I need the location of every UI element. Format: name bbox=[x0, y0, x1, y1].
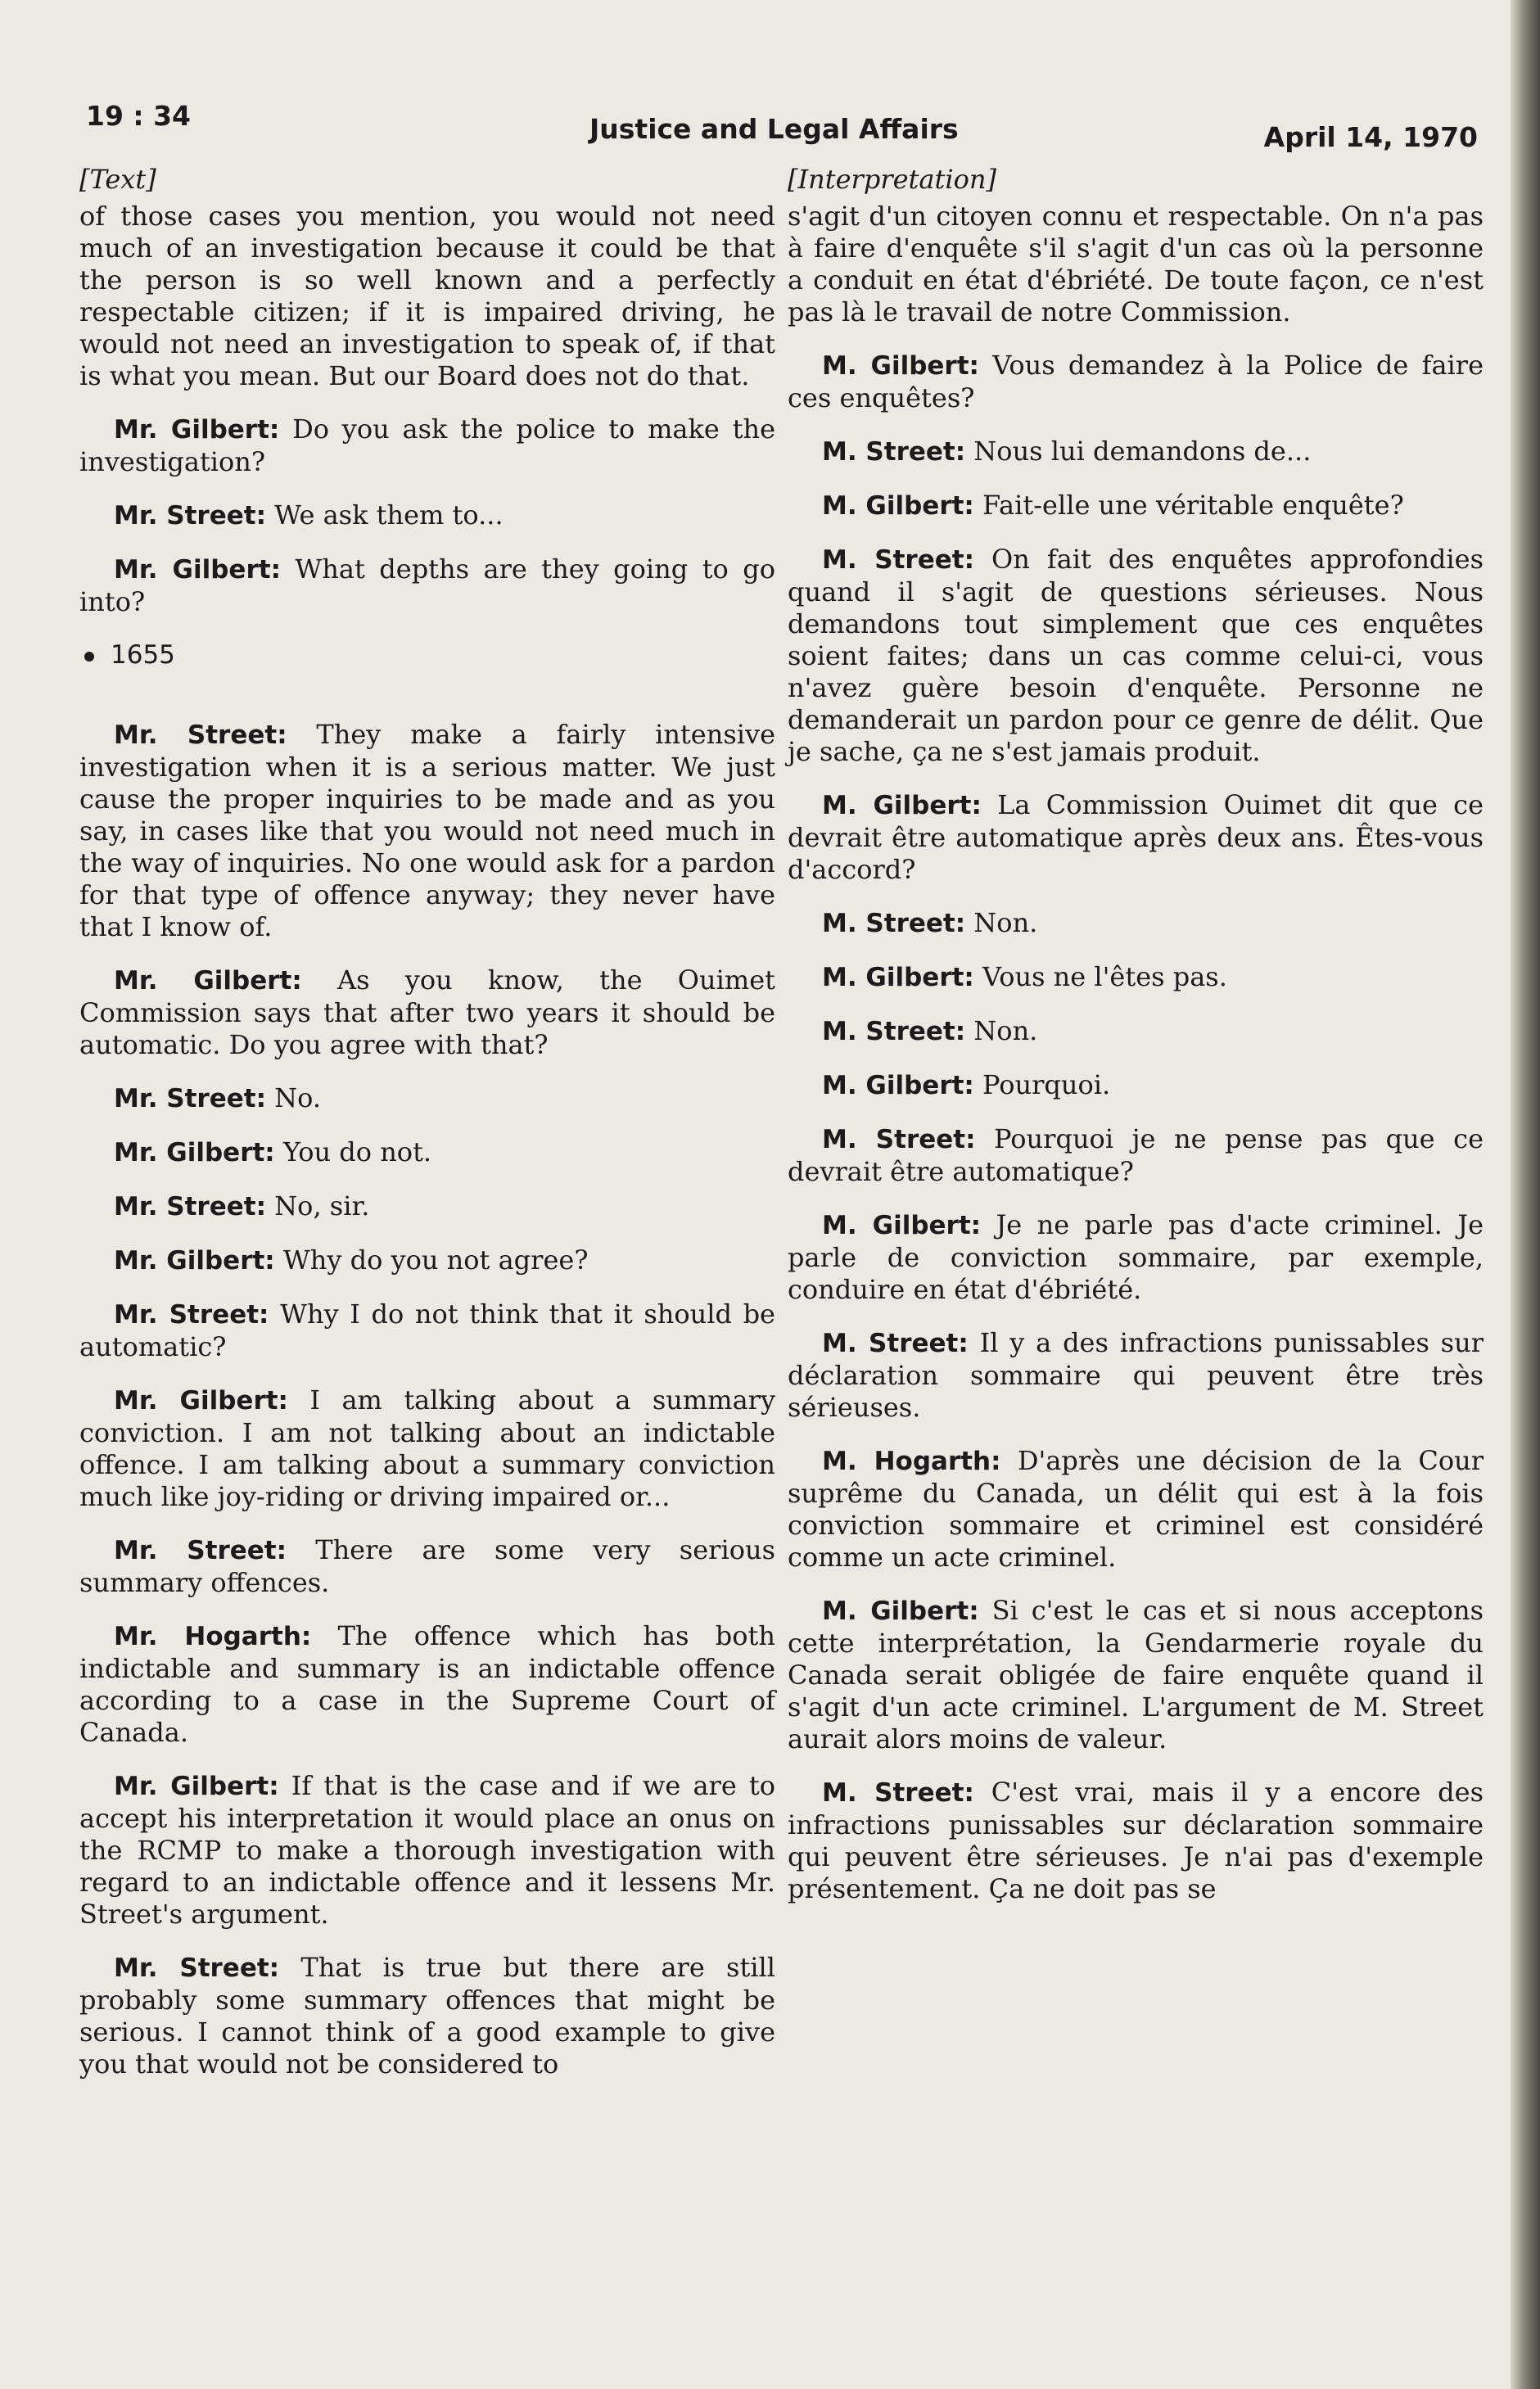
dialogue-paragraph bbox=[79, 1190, 775, 1223]
dialogue-paragraph bbox=[79, 1244, 775, 1277]
speech-text: The offence which has both indictable and summary is an indictable offence according to a case in the Supreme Court of Canada. bbox=[79, 1620, 776, 1748]
speaker-name: Mr. Street: bbox=[114, 720, 287, 750]
speaker-name: M. Gilbert: bbox=[822, 1596, 979, 1626]
time-marker-label: 1655 bbox=[111, 640, 175, 670]
dialogue-paragraph bbox=[788, 907, 1484, 940]
exchange-after-marker bbox=[79, 719, 775, 2080]
speaker-name: M. Gilbert: bbox=[822, 1071, 974, 1100]
dialogue-paragraph bbox=[79, 1620, 775, 1749]
speaker-name: M. Street: bbox=[822, 1778, 974, 1808]
speaker-name: Mr. Gilbert: bbox=[114, 1772, 279, 1801]
speaker-name: Mr. Gilbert: bbox=[114, 415, 280, 445]
speaker-name: M. Gilbert: bbox=[822, 491, 974, 521]
speech-text: Nous lui demandons de... bbox=[973, 436, 1312, 467]
speech-text: D'après une décision de la Cour suprême du Canada, un délit qui est à la fois conviction sommaire et criminel est considéré comme un acte criminel. bbox=[788, 1445, 1484, 1573]
dialogue-paragraph bbox=[79, 1534, 775, 1599]
dialogue-paragraph bbox=[79, 1136, 775, 1169]
speaker-name: Mr. Street: bbox=[114, 501, 266, 531]
speaker-name: M. Gilbert: bbox=[822, 1211, 982, 1240]
speaker-name: Mr. Gilbert: bbox=[114, 1386, 288, 1416]
publication-date: April 14, 1970 bbox=[1263, 121, 1478, 153]
speech-text: Si c'est le cas et si nous acceptons cette interprétation, la Gendarmerie royale du Canada serait obligée de faire enquête quand il s'agit d'un acte criminel. L'argument de M. Street aurait alors moins de valeur. bbox=[788, 1595, 1484, 1754]
speech-text: No, sir. bbox=[274, 1190, 370, 1222]
dialogue-paragraph bbox=[788, 789, 1484, 886]
dialogue-paragraph bbox=[788, 1015, 1484, 1048]
speaker-name: Mr. Street: bbox=[114, 1536, 287, 1565]
dialogue-paragraph bbox=[79, 1770, 775, 1931]
speaker-name: M. Street: bbox=[822, 437, 966, 467]
french-column bbox=[788, 164, 1484, 1926]
speaker-name: M. Street: bbox=[822, 1017, 966, 1046]
language-tag: [Text] bbox=[79, 164, 156, 195]
speaker-name: M. Gilbert: bbox=[822, 963, 974, 992]
speech-text: No. bbox=[274, 1082, 322, 1113]
speaker-name: Mr. Gilbert: bbox=[114, 1246, 275, 1276]
dialogue-paragraph bbox=[788, 1777, 1484, 1905]
publication-title: Justice and Legal Affairs bbox=[589, 113, 959, 145]
dialogue-paragraph bbox=[788, 1123, 1484, 1188]
exchange-before-marker bbox=[79, 413, 775, 618]
language-tag: [Interpretation] bbox=[788, 164, 996, 195]
dialogue-paragraph bbox=[788, 1595, 1484, 1755]
speech-text: Why do you not agree? bbox=[282, 1244, 589, 1276]
dialogue-paragraph bbox=[79, 1384, 775, 1513]
dialogue-paragraph bbox=[79, 1298, 775, 1363]
speech-text: On fait des enquêtes approfondies quand il s'agit de questions sérieuses. Nous demandons tout simplement que ces enquêtes soient faites; dans un cas comme celui-ci, vous n'avez guère besoin d'enquête. Personne ne demanderait un pardon pour ce genre de délit. Que je sache, ça ne s'est jamais produit. bbox=[788, 544, 1484, 767]
speaker-name: M. Street: bbox=[822, 1329, 969, 1358]
speaker-name: Mr. Street: bbox=[114, 1192, 266, 1222]
speech-text: If that is the case and if we are to accept his interpretation it would place an onus on the RCMP to make a thorough investigation with regard to an indictable offence and it lessens Mr. Street's argument. bbox=[79, 1770, 776, 1930]
dialogue-paragraph bbox=[79, 499, 775, 532]
speech-text: Do you ask the police to make the investigation? bbox=[79, 413, 776, 477]
speaker-name: Mr. Street: bbox=[114, 1084, 266, 1113]
dialogue-paragraph bbox=[788, 1327, 1484, 1424]
dialogue-paragraph bbox=[79, 1952, 775, 2080]
page-number: 19 : 34 bbox=[86, 100, 192, 132]
speech-text: Why I do not think that it should be automatic? bbox=[79, 1298, 775, 1362]
speaker-name: M. Street: bbox=[822, 1125, 976, 1154]
dialogue-paragraph bbox=[788, 350, 1484, 414]
speech-text: Il y a des infractions punissables sur déclaration sommaire qui peuvent être très sérieuses. bbox=[788, 1327, 1484, 1423]
dialogue-paragraph bbox=[788, 436, 1484, 468]
page-header bbox=[86, 97, 1478, 154]
speech-text: I am talking about a summary conviction. I am not talking about an indictable offence. I am talking about a summary conviction much like joy-riding or driving impaired or... bbox=[79, 1384, 776, 1512]
dialogue-paragraph bbox=[79, 553, 775, 618]
speaker-name: Mr. Hogarth: bbox=[114, 1622, 312, 1651]
speech-text: Pourquoi. bbox=[982, 1069, 1111, 1100]
speaker-name: M. Gilbert: bbox=[822, 791, 982, 820]
bullet-icon bbox=[84, 652, 94, 662]
page-binding-edge bbox=[1511, 0, 1540, 2389]
dialogue-paragraph bbox=[79, 964, 775, 1061]
speech-text: Vous demandez à la Police de faire ces enquêtes? bbox=[788, 350, 1484, 413]
speaker-name: M. Gilbert: bbox=[822, 351, 979, 381]
speaker-name: M. Street: bbox=[822, 545, 974, 575]
speech-text: Non. bbox=[973, 1015, 1038, 1046]
speech-text: C'est vrai, mais il y a encore des infractions punissables sur déclaration sommaire qui peuvent être sérieuses. Je n'ai pas d'exemple présentement. Ça ne doit pas se bbox=[788, 1777, 1484, 1904]
english-column bbox=[79, 164, 775, 2102]
speaker-name: M. Hogarth: bbox=[822, 1447, 1001, 1476]
time-marker bbox=[84, 639, 775, 671]
interpretation-exchange bbox=[788, 350, 1484, 1905]
speaker-name: Mr. Street: bbox=[114, 1300, 269, 1330]
speech-text: We ask them to... bbox=[274, 499, 504, 531]
speech-text: That is true but there are still probably some summary offences that might be serious. I cannot think of a good example to give you that would not be considered to bbox=[79, 1952, 776, 2080]
speaker-name: Mr. Street: bbox=[114, 1953, 280, 1983]
speaker-name: Mr. Gilbert: bbox=[114, 555, 281, 585]
dialogue-paragraph bbox=[79, 413, 775, 478]
speech-text: They make a fairly intensive investigation when it is a serious matter. We just cause the proper inquiries to be made and as you say, in cases like that you would not need much in the way of inquiries. No one would ask for a pardon for that type of offence anyway; they never have that I know of. bbox=[79, 719, 775, 942]
dialogue-paragraph bbox=[79, 719, 775, 943]
speech-text: Non. bbox=[973, 907, 1038, 938]
speech-text: La Commission Ouimet dit que ce devrait être automatique après deux ans. Êtes-vous d'accord? bbox=[788, 789, 1484, 885]
dialogue-paragraph bbox=[79, 1082, 775, 1115]
speech-text: What depths are they going to go into? bbox=[79, 553, 776, 617]
speaker-name: Mr. Gilbert: bbox=[114, 966, 302, 996]
speech-text: Pourquoi je ne pense pas que ce devrait être automatique? bbox=[788, 1123, 1484, 1187]
speech-text: There are some very serious summary offences. bbox=[79, 1534, 775, 1598]
dialogue-paragraph bbox=[788, 1209, 1484, 1306]
speech-text: You do not. bbox=[282, 1136, 432, 1167]
speaker-name: M. Street: bbox=[822, 909, 966, 938]
dialogue-paragraph bbox=[788, 961, 1484, 994]
speech-text: Je ne parle pas d'acte criminel. Je parle de conviction sommaire, par exemple, conduire en état d'ébriété. bbox=[788, 1209, 1484, 1305]
opening-paragraph: s'agit d'un citoyen connu et respectable. On n'a pas à faire d'enquête s'il s'agit d'un cas où la personne a conduit en état d'ébriété. De toute façon, ce n'est pas là le travail de notre Commission. bbox=[788, 201, 1484, 327]
dialogue-paragraph bbox=[788, 1445, 1484, 1574]
speaker-name: Mr. Gilbert: bbox=[114, 1138, 275, 1167]
speech-text: Fait-elle une véritable enquête? bbox=[982, 490, 1404, 521]
speech-text: Vous ne l'êtes pas. bbox=[982, 961, 1227, 992]
dialogue-paragraph bbox=[788, 1069, 1484, 1102]
dialogue-paragraph bbox=[788, 490, 1484, 522]
dialogue-paragraph bbox=[788, 544, 1484, 768]
opening-paragraph: of those cases you mention, you would not need much of an investigation because it could be that the person is so well known and a perfectly respectable citizen; if it is impaired driving, he would not need an investigation to speak of, if that is what you mean. But our Board does not do that. bbox=[79, 201, 775, 391]
speech-text: As you know, the Ouimet Commission says that after two years it should be automatic. Do you agree with that? bbox=[79, 964, 776, 1060]
